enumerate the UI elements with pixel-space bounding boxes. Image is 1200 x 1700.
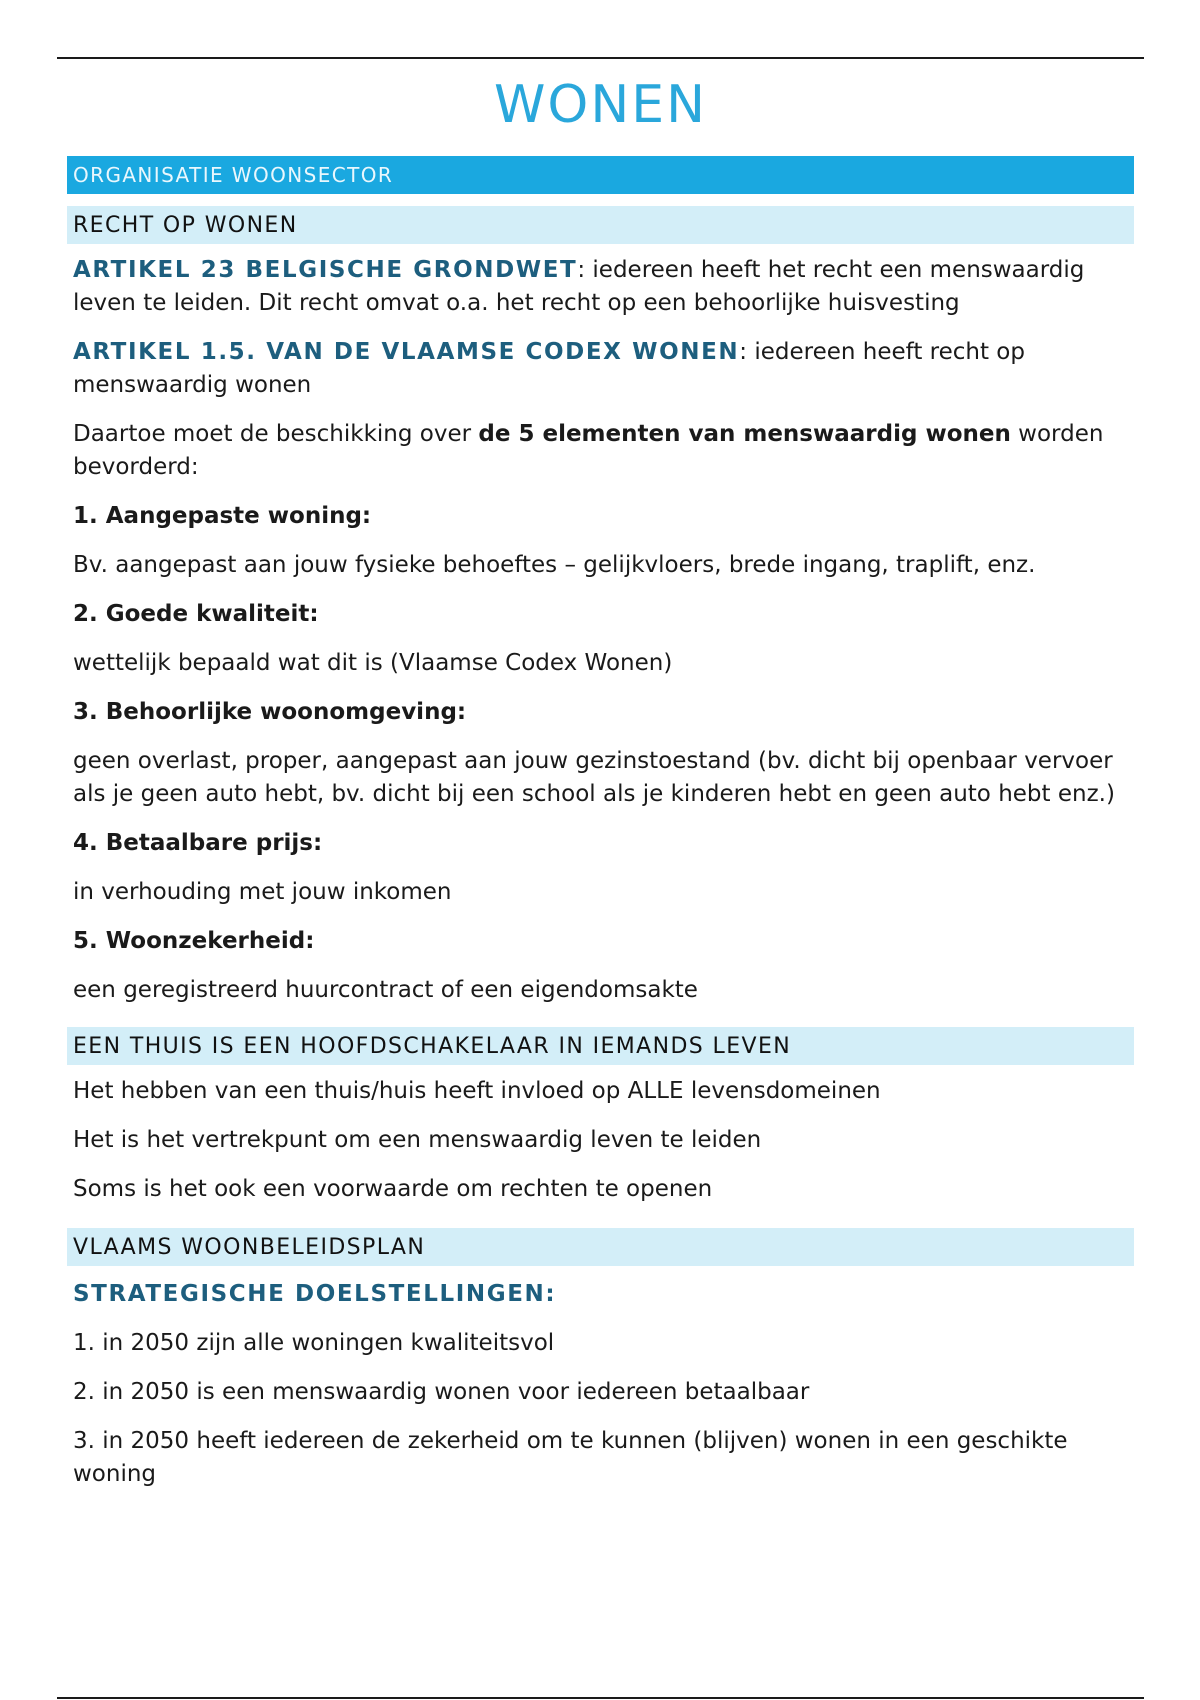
- goal-1: 1. in 2050 zijn alle woningen kwaliteitsvol: [73, 1330, 555, 1356]
- thuis-line-1: Het hebben van een thuis/huis heeft invloed op ALLE levensdomeinen: [73, 1078, 881, 1104]
- element-label-1: 1. Aangepaste woning:: [73, 503, 372, 529]
- daartoe-post: worden bevorderd:: [73, 421, 1104, 480]
- artikel-1-5-text: : iedereen heeft recht op menswaardig wonen: [73, 339, 1025, 398]
- element-label-5: 5. Woonzekerheid:: [73, 928, 315, 954]
- strategische-doelstellingen-heading: STRATEGISCHE DOELSTELLINGEN:: [73, 1281, 557, 1307]
- element-text-4: in verhouding met jouw inkomen: [73, 879, 452, 905]
- goal-2: 2. in 2050 is een menswaardig wonen voor iedereen betaalbaar: [73, 1379, 810, 1405]
- subsection-heading-woonbeleidsplan: VLAAMS WOONBELEIDSPLAN: [67, 1228, 1134, 1266]
- element-label-4: 4. Betaalbare prijs:: [73, 830, 323, 856]
- goal-3: 3. in 2050 heeft iedereen de zekerheid om te kunnen (blijven) wonen in een geschikte woning: [73, 1428, 1068, 1487]
- daartoe-pre: Daartoe moet de beschikking over: [73, 421, 479, 447]
- element-text-5: een geregistreerd huurcontract of een eigendomsakte: [73, 977, 698, 1003]
- artikel-23-text: : iedereen heeft het recht een menswaardig leven te leiden. Dit recht omvat o.a. het recht op een behoorlijke huisvesting: [73, 257, 1085, 316]
- element-text-3: geen overlast, proper, aangepast aan jouw gezinstoestand (bv. dicht bij openbaar vervoer als je geen auto hebt, bv. dicht bij een school als je kinderen hebt en geen auto hebt enz.): [73, 748, 1115, 807]
- bottom-rule: [57, 1697, 1144, 1699]
- document-page: [67, 66, 1134, 1491]
- subsection-heading-recht: RECHT OP WONEN: [67, 206, 1134, 244]
- paragraph-artikel-1-5: [67, 336, 1134, 402]
- section-heading-organisatie: ORGANISATIE WOONSECTOR: [67, 156, 1134, 194]
- element-label-2: 2. Goede kwaliteit:: [73, 601, 319, 627]
- element-text-1: Bv. aangepast aan jouw fysieke behoeftes – gelijkvloers, brede ingang, traplift, enz.: [73, 552, 1036, 578]
- element-text-2: wettelijk bepaald wat dit is (Vlaamse Codex Wonen): [73, 650, 673, 676]
- top-rule: [57, 57, 1144, 59]
- daartoe-bold: de 5 elementen van menswaardig wonen: [478, 421, 1011, 447]
- artikel-23-lead: ARTIKEL 23 BELGISCHE GRONDWET: [73, 257, 578, 283]
- subsection-heading-thuis: EEN THUIS IS EEN HOOFDSCHAKELAAR IN IEMANDS LEVEN: [67, 1027, 1134, 1065]
- paragraph-artikel-23: [67, 254, 1134, 320]
- thuis-line-3: Soms is het ook een voorwaarde om rechten te openen: [73, 1176, 713, 1202]
- artikel-1-5-lead: ARTIKEL 1.5. VAN DE VLAAMSE CODEX WONEN: [73, 339, 740, 365]
- page-title: WONEN: [494, 75, 707, 135]
- element-label-3: 3. Behoorlijke woonomgeving:: [73, 699, 467, 725]
- thuis-line-2: Het is het vertrekpunt om een menswaardig leven te leiden: [73, 1127, 762, 1153]
- paragraph-daartoe: [67, 418, 1134, 484]
